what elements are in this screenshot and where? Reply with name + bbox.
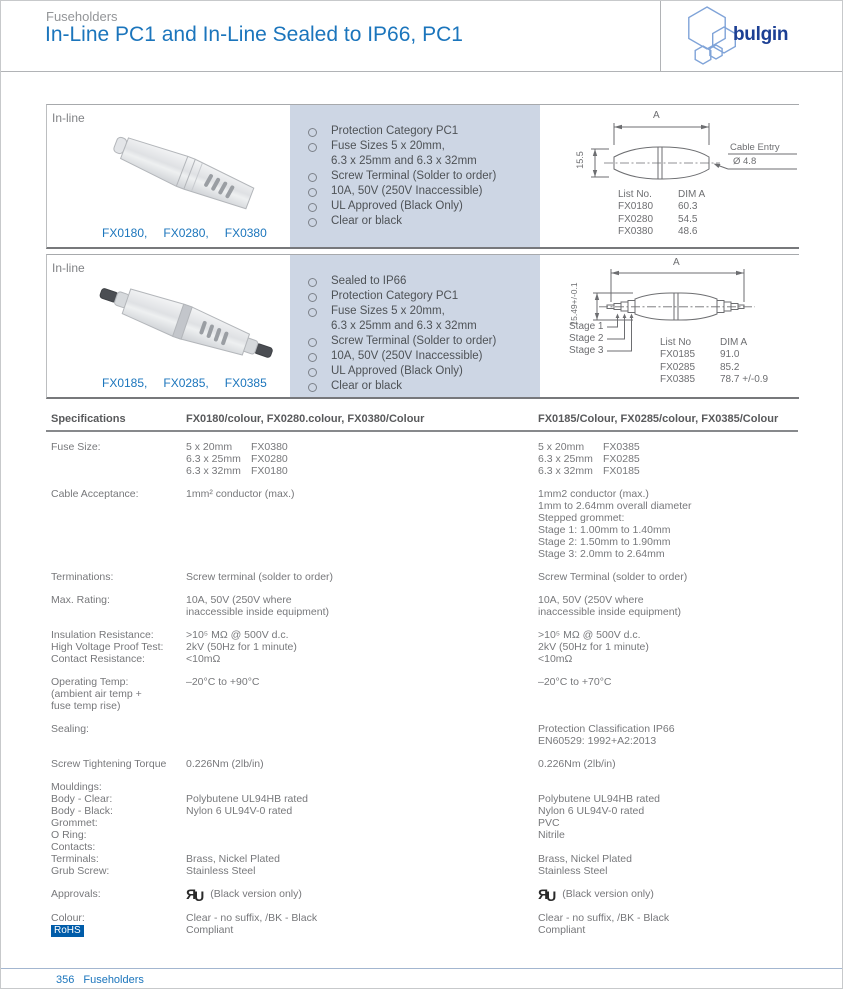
spec-value-line: 0.226Nm (2lb/in) bbox=[186, 758, 264, 770]
bullet-icon bbox=[308, 278, 317, 287]
bullet-icon bbox=[308, 188, 317, 197]
spec-value-line bbox=[186, 781, 538, 793]
spec-col2-cell bbox=[538, 488, 798, 560]
section-label: In-line bbox=[52, 111, 85, 125]
spec-value-line: >10⁵ MΩ @ 500V d.c. bbox=[186, 629, 289, 641]
header-divider bbox=[1, 71, 842, 72]
feature-box bbox=[290, 105, 540, 247]
spec-value-line: Screw Terminal (solder to order) bbox=[538, 571, 688, 583]
bullet-icon bbox=[308, 308, 317, 317]
spec-value-line bbox=[538, 841, 798, 853]
spec-value-line: Body - Clear: bbox=[51, 793, 113, 805]
footer-label: Fuseholders bbox=[83, 974, 144, 986]
spec-value-line: Compliant bbox=[186, 924, 234, 936]
dimension-label-height: 15.49+/-0.1 bbox=[569, 282, 579, 326]
spec-row-label bbox=[51, 888, 186, 901]
spec-value-line: Terminations: bbox=[51, 571, 114, 583]
spec-row bbox=[51, 758, 798, 770]
spec-row bbox=[51, 488, 798, 560]
spec-value-line: 10A, 50V (250V where bbox=[186, 594, 292, 606]
feature-text: Protection Category PC1 bbox=[331, 290, 459, 302]
spec-value-line: Fuse Size: bbox=[51, 441, 101, 453]
approval-text: (Black version only) bbox=[562, 888, 654, 900]
stage-label: Stage 2 bbox=[569, 332, 604, 344]
dimension-table-row bbox=[660, 349, 768, 361]
technical-drawing bbox=[547, 105, 799, 247]
feature-item bbox=[308, 365, 540, 378]
spec-col1-cell bbox=[186, 629, 538, 665]
spec-value-line: Sealing: bbox=[51, 723, 89, 735]
spec-subvalue: 6.3 x 25mm bbox=[186, 453, 241, 465]
bullet-icon bbox=[308, 368, 317, 377]
spec-col1-cell bbox=[186, 723, 538, 747]
dimension-table bbox=[618, 189, 705, 239]
spec-value-line: 0.226Nm (2lb/in) bbox=[538, 758, 616, 770]
spec-row-label bbox=[51, 571, 186, 583]
brand-name: bulgin bbox=[733, 24, 789, 45]
spec-row bbox=[51, 441, 798, 477]
feature-text: 10A, 50V (250V Inaccessible) bbox=[331, 185, 483, 197]
spec-header-label: Specifications bbox=[51, 413, 126, 425]
dimension-table-cell: FX0280 bbox=[618, 213, 654, 225]
feature-text: Clear or black bbox=[331, 215, 402, 227]
spec-value-line: <10mΩ bbox=[538, 653, 573, 665]
spec-value-line: Compliant bbox=[538, 924, 586, 936]
spec-col1-cell bbox=[186, 594, 538, 618]
technical-drawing bbox=[547, 255, 799, 397]
ul-mark-letter: U bbox=[194, 887, 205, 904]
footer-divider bbox=[1, 968, 842, 969]
spec-col2-cell bbox=[538, 758, 798, 770]
feature-text: UL Approved (Black Only) bbox=[331, 365, 463, 377]
spec-subvalue: 5 x 20mm bbox=[186, 441, 233, 453]
spec-value-line: Polybutene UL94HB rated bbox=[186, 793, 308, 805]
spec-value-line: 1mm to 2.64mm overall diameter bbox=[538, 500, 692, 512]
spec-value-line: Insulation Resistance: bbox=[51, 629, 154, 641]
spec-value-line: (ambient air temp + bbox=[51, 688, 142, 700]
dimension-table-cell: 48.6 bbox=[678, 226, 698, 238]
spec-value-line bbox=[186, 829, 538, 841]
page-number: 356 bbox=[56, 974, 75, 986]
page-title: In-Line PC1 and In-Line Sealed to IP66, PC1 bbox=[45, 23, 463, 46]
ul-recognized-icon bbox=[186, 886, 205, 904]
part-numbers bbox=[102, 376, 267, 390]
spec-row bbox=[51, 886, 798, 904]
spec-row-label bbox=[51, 488, 186, 560]
bullet-icon bbox=[308, 338, 317, 347]
spec-value-line: –20°C to +90°C bbox=[186, 676, 260, 688]
spec-value-line: Grub Screw: bbox=[51, 865, 110, 877]
dimension-label-a: A bbox=[673, 257, 680, 268]
spec-subvalue: FX0385 bbox=[603, 441, 640, 453]
spec-value-line: Mouldings: bbox=[51, 781, 102, 793]
approval-line bbox=[538, 886, 798, 904]
spec-subvalue: 5 x 20mm bbox=[538, 441, 585, 453]
bullet-icon bbox=[308, 173, 317, 182]
dimension-table-cell: FX0180 bbox=[618, 201, 654, 213]
spec-value-line: Stainless Steel bbox=[538, 865, 608, 877]
spec-value-line bbox=[538, 781, 798, 793]
dimension-table-row bbox=[618, 226, 705, 238]
spec-value-line: Stage 1: 1.00mm to 1.40mm bbox=[538, 524, 671, 536]
spec-value-line: O Ring: bbox=[51, 829, 87, 841]
spec-col2-cell bbox=[538, 886, 798, 904]
spec-value-line: Screw terminal (solder to order) bbox=[186, 571, 334, 583]
spec-row bbox=[51, 629, 798, 665]
spec-value-line: <10mΩ bbox=[186, 653, 221, 665]
spec-col1-cell bbox=[186, 886, 538, 904]
spec-row-label bbox=[51, 629, 186, 665]
spec-value-line bbox=[186, 465, 538, 477]
feature-item bbox=[308, 335, 540, 348]
bullet-icon bbox=[308, 128, 317, 137]
feature-item bbox=[308, 215, 540, 228]
feature-list bbox=[308, 275, 540, 393]
spec-value-line: Stainless Steel bbox=[186, 865, 256, 877]
spec-value-line: Approvals: bbox=[51, 888, 101, 900]
bullet-icon bbox=[308, 293, 317, 302]
feature-text: Fuse Sizes 5 x 20mm, bbox=[331, 305, 445, 317]
dimension-table-cell: 85.2 bbox=[720, 361, 740, 373]
part-number-link[interactable]: FX0180, bbox=[102, 226, 148, 240]
spec-header-row bbox=[46, 410, 798, 432]
approval-text: (Black version only) bbox=[210, 888, 302, 900]
spec-subvalue: 6.3 x 32mm bbox=[186, 465, 241, 477]
spec-row bbox=[51, 781, 798, 877]
dimension-label-height: 15.5 bbox=[574, 151, 585, 169]
spec-col1-cell bbox=[186, 781, 538, 877]
spec-col1-cell bbox=[186, 912, 538, 937]
feature-item bbox=[308, 200, 540, 213]
spec-value-line: Polybutene UL94HB rated bbox=[538, 793, 660, 805]
spec-value-line: Terminals: bbox=[51, 853, 99, 865]
dimension-table-cell: 54.5 bbox=[678, 213, 698, 225]
spec-value-line bbox=[186, 441, 538, 453]
spec-subvalue: FX0280 bbox=[251, 453, 288, 465]
cable-diameter-label: Ø 4.8 bbox=[733, 156, 757, 167]
ul-recognized-icon bbox=[538, 886, 557, 904]
product-photo bbox=[89, 275, 284, 375]
category-label: Fuseholders bbox=[46, 9, 118, 24]
spec-row-label bbox=[51, 758, 186, 770]
spec-col2-cell bbox=[538, 912, 798, 937]
spec-value-line bbox=[538, 441, 798, 453]
feature-item bbox=[308, 290, 540, 303]
dimension-table-row bbox=[660, 374, 768, 386]
spec-header-col1: FX0180/colour, FX0280.colour, FX0380/Colour bbox=[186, 413, 425, 425]
rohs-badge[interactable]: RoHS bbox=[51, 925, 84, 937]
spec-subvalue: FX0285 bbox=[603, 453, 640, 465]
ul-mark-letter: R bbox=[186, 886, 197, 902]
stage-label: Stage 1 bbox=[569, 321, 604, 332]
feature-text: UL Approved (Black Only) bbox=[331, 200, 463, 212]
dimension-table bbox=[660, 337, 768, 387]
dimension-table-header-cell: List No bbox=[660, 337, 692, 348]
spec-value-line: Stage 3: 2.0mm to 2.64mm bbox=[538, 548, 665, 560]
feature-item bbox=[308, 305, 540, 318]
spec-col2-cell bbox=[538, 676, 798, 712]
feature-item bbox=[308, 125, 540, 138]
feature-text: Fuse Sizes 5 x 20mm, bbox=[331, 140, 445, 152]
product-section-inline-ip66 bbox=[46, 254, 799, 399]
spec-col2-cell bbox=[538, 781, 798, 877]
spec-value-line: 2kV (50Hz for 1 minute) bbox=[186, 641, 297, 653]
spec-value-line: Operating Temp: bbox=[51, 676, 129, 688]
spec-row bbox=[51, 723, 798, 747]
spec-value-line: Cable Acceptance: bbox=[51, 488, 139, 500]
spec-col2-cell bbox=[538, 594, 798, 618]
spec-value-line: Nylon 6 UL94V-0 rated bbox=[186, 805, 293, 817]
spec-subvalue: 6.3 x 32mm bbox=[538, 465, 593, 477]
spec-row bbox=[51, 676, 798, 712]
feature-item bbox=[308, 350, 540, 363]
feature-text: Sealed to IP66 bbox=[331, 275, 407, 287]
dimension-table-cell: FX0285 bbox=[660, 361, 696, 373]
part-number-link[interactable]: FX0280, bbox=[163, 226, 209, 240]
feature-text: 6.3 x 25mm and 6.3 x 32mm bbox=[331, 320, 477, 332]
dimension-table-cell: FX0380 bbox=[618, 226, 654, 238]
spec-value-line: Body - Black: bbox=[51, 805, 113, 817]
spec-subvalue: 6.3 x 25mm bbox=[538, 453, 593, 465]
spec-value-line: PVC bbox=[538, 817, 560, 829]
dimension-table-header bbox=[660, 337, 768, 349]
spec-value-line: 2kV (50Hz for 1 minute) bbox=[538, 641, 649, 653]
bullet-icon bbox=[308, 383, 317, 392]
spec-value-line: Contact Resistance: bbox=[51, 653, 145, 665]
feature-item bbox=[308, 185, 540, 198]
spec-value-line: –20°C to +70°C bbox=[538, 676, 612, 688]
spec-col2-cell bbox=[538, 723, 798, 747]
spec-value-line bbox=[538, 453, 798, 465]
spec-value-line: >10⁵ MΩ @ 500V d.c. bbox=[538, 629, 641, 641]
spec-value-line bbox=[186, 453, 538, 465]
feature-item bbox=[308, 140, 540, 153]
product-photo bbox=[89, 125, 284, 225]
stage-labels bbox=[569, 321, 603, 356]
spec-row bbox=[51, 571, 798, 583]
spec-value-line: Brass, Nickel Plated bbox=[186, 853, 280, 865]
page-footer bbox=[56, 974, 144, 986]
spec-col2-cell bbox=[538, 441, 798, 477]
spec-col2-cell bbox=[538, 571, 798, 583]
spec-subvalue: FX0380 bbox=[251, 441, 288, 453]
dimension-table-cell: 91.0 bbox=[720, 349, 740, 361]
dimension-table-header-cell: DIM A bbox=[720, 337, 748, 348]
dimension-table-row bbox=[660, 362, 768, 374]
feature-item bbox=[308, 155, 540, 168]
dimension-table-cell: FX0185 bbox=[660, 349, 696, 361]
spec-value-line: Protection Classification IP66 bbox=[538, 723, 675, 735]
dimension-table-cell: 60.3 bbox=[678, 201, 698, 213]
dimension-table-cell: FX0385 bbox=[660, 374, 696, 386]
spec-value-line: Clear - no suffix, /BK - Black bbox=[186, 912, 318, 924]
spec-col1-cell bbox=[186, 441, 538, 477]
feature-item bbox=[308, 275, 540, 288]
spec-value-line: EN60529: 1992+A2:2013 bbox=[538, 735, 657, 747]
spec-row-label bbox=[51, 912, 186, 937]
feature-item bbox=[308, 380, 540, 393]
specifications-table bbox=[46, 410, 798, 948]
feature-text: Screw Terminal (Solder to order) bbox=[331, 170, 497, 182]
spec-row-label bbox=[51, 441, 186, 477]
spec-value-line: inaccessible inside equipment) bbox=[186, 606, 329, 618]
spec-value-line: Brass, Nickel Plated bbox=[538, 853, 632, 865]
spec-value-line: fuse temp rise) bbox=[51, 700, 121, 712]
dimension-table-header-cell: List No. bbox=[618, 189, 652, 200]
spec-rows bbox=[46, 432, 798, 937]
spec-col2-cell bbox=[538, 629, 798, 665]
spec-value-line: Nylon 6 UL94V-0 rated bbox=[538, 805, 645, 817]
spec-value-line: Clear - no suffix, /BK - Black bbox=[538, 912, 670, 924]
spec-value-line: 1mm² conductor (max.) bbox=[186, 488, 295, 500]
spec-col1-cell bbox=[186, 571, 538, 583]
spec-row bbox=[51, 594, 798, 618]
part-number-link[interactable]: FX0185, bbox=[102, 376, 148, 390]
dimension-table-header bbox=[618, 189, 705, 201]
stage-label: Stage 3 bbox=[569, 344, 604, 356]
feature-box bbox=[290, 255, 540, 397]
dimension-table-cell: 78.7 +/-0.9 bbox=[720, 374, 769, 386]
part-numbers bbox=[102, 226, 267, 240]
part-number-link[interactable]: FX0285, bbox=[163, 376, 209, 390]
dimension-label-a: A bbox=[653, 110, 660, 121]
feature-text: Protection Category PC1 bbox=[331, 125, 459, 137]
bullet-icon bbox=[308, 143, 317, 152]
spec-value-line bbox=[186, 817, 538, 829]
spec-value-line: Contacts: bbox=[51, 841, 96, 853]
spec-value-line: Colour: bbox=[51, 912, 85, 924]
spec-value-line: Stepped grommet: bbox=[538, 512, 625, 524]
spec-value-line: 1mm2 conductor (max.) bbox=[538, 488, 649, 500]
product-section-inline-pc1 bbox=[46, 104, 799, 249]
spec-col1-cell bbox=[186, 488, 538, 560]
dimension-table-row bbox=[618, 201, 705, 213]
spec-value-line: Nitrile bbox=[538, 829, 565, 841]
spec-value-line: Grommet: bbox=[51, 817, 98, 829]
feature-text: 6.3 x 25mm and 6.3 x 32mm bbox=[331, 155, 477, 167]
spec-subvalue: FX0185 bbox=[603, 465, 640, 477]
bullet-icon bbox=[308, 353, 317, 362]
spec-value-line: Stage 2: 1.50mm to 1.90mm bbox=[538, 536, 671, 548]
spec-value-line bbox=[186, 841, 538, 853]
ul-mark-letter: U bbox=[546, 887, 557, 904]
bullet-icon bbox=[308, 203, 317, 212]
section-label: In-line bbox=[52, 261, 85, 275]
spec-row-label bbox=[51, 676, 186, 712]
spec-col1-cell bbox=[186, 676, 538, 712]
feature-item bbox=[308, 320, 540, 333]
cable-entry-label: Cable Entry bbox=[730, 142, 780, 153]
spec-value-line: inaccessible inside equipment) bbox=[538, 606, 681, 618]
spec-subvalue: FX0180 bbox=[251, 465, 288, 477]
dimension-table-header-cell: DIM A bbox=[678, 189, 706, 200]
bullet-icon bbox=[308, 218, 317, 227]
spec-row bbox=[51, 912, 798, 937]
approval-line bbox=[186, 886, 538, 904]
feature-text: Screw Terminal (Solder to order) bbox=[331, 335, 497, 347]
part-number-link[interactable]: FX0380 bbox=[224, 226, 267, 240]
spec-row-label bbox=[51, 723, 186, 747]
spec-row-label bbox=[51, 781, 186, 877]
feature-text: Clear or black bbox=[331, 380, 402, 392]
ul-mark-letter: R bbox=[538, 886, 549, 902]
feature-list bbox=[308, 125, 540, 228]
spec-value-line bbox=[538, 465, 798, 477]
dimension-table-row bbox=[618, 214, 705, 226]
product-photo-illustration bbox=[89, 275, 284, 375]
product-photo-illustration bbox=[89, 125, 284, 225]
spec-value-line: Max. Rating: bbox=[51, 594, 110, 606]
part-number-link[interactable]: FX0385 bbox=[224, 376, 267, 390]
spec-value-line: 10A, 50V (250V where bbox=[538, 594, 644, 606]
feature-text: 10A, 50V (250V Inaccessible) bbox=[331, 350, 483, 362]
spec-col1-cell bbox=[186, 758, 538, 770]
brand-logo bbox=[660, 1, 842, 71]
spec-value-line: Screw Tightening Torque bbox=[51, 758, 167, 770]
feature-item bbox=[308, 170, 540, 183]
spec-header-col2: FX0185/Colour, FX0285/colour, FX0385/Colour bbox=[538, 413, 779, 425]
spec-row-label bbox=[51, 594, 186, 618]
spec-value-line: High Voltage Proof Test: bbox=[51, 641, 164, 653]
